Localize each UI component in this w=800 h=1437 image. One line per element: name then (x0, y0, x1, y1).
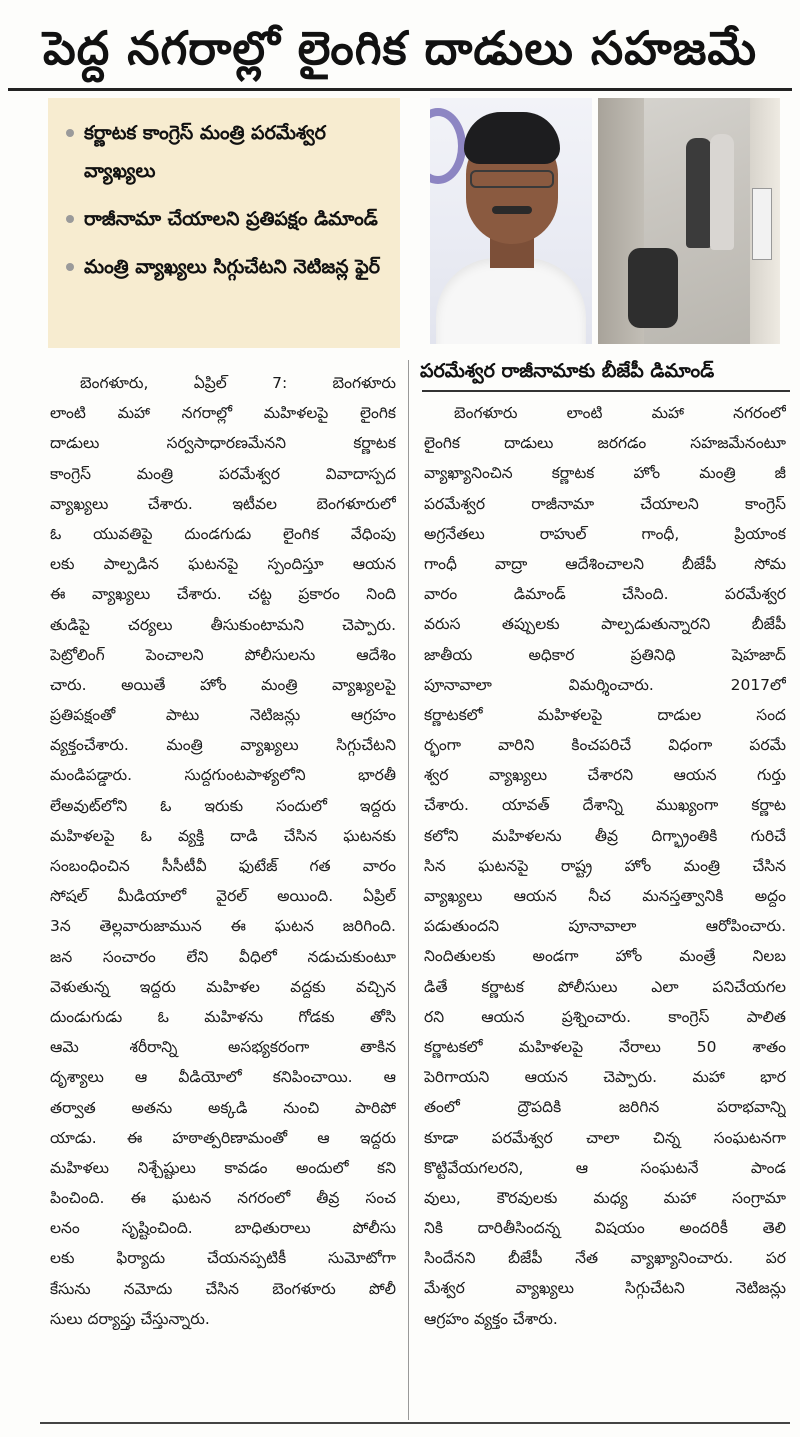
article-line: వారం డిమాండ్ చేసింది. పరమేశ్వర (424, 585, 786, 604)
article-line: ర్భంగా వారిని కించపరిచే విధంగా పరమే (424, 736, 786, 755)
article-line: పడుతుందని పూనావాలా ఆరోపించారు. (424, 917, 786, 936)
article-line: సంబంధించిన సీసీటీవీ ఫుటేజ్ గత వారం (50, 857, 396, 875)
photo-panel (430, 98, 780, 344)
article-line: వ్యాఖ్యలు చేశారు. ఇటీవల బెంగళూరులో (50, 494, 396, 513)
article-line: తర్వాత అతను అక్కడి నుంచి పారిపో (50, 1098, 396, 1117)
article-line: లకు పాల్పడిన ఘటనపై స్పందిస్తూ ఆయన (50, 555, 396, 574)
article-line: వులు, కౌరవులకు మధ్య మహా సంగ్రామా (424, 1188, 786, 1207)
article-line: శ్వర వ్యాఖ్యలు చేశారని ఆయన గుర్తు (424, 766, 786, 785)
article-line: పరమేశ్వర రాజీనామా చేయాలని కాంగ్రెస్ (424, 494, 786, 513)
article-line: బెంగళూరు లాంటి మహా నగరంలో (454, 404, 786, 422)
article-line: గాంధీ వాద్రా ఆదేశించాలని బీజేపీ సోమ (424, 554, 786, 573)
article-line: అగ్రనేతలు రాహుల్ గాంధీ, ప్రియాంక (424, 524, 786, 543)
article-line: పెరిగాయని ఆయన చెప్పారు. మహా భార (424, 1068, 786, 1087)
article-line: పెట్రోలింగ్ పెంచాలని పోలీసులను ఆదేశిం (50, 645, 396, 664)
highlight-item (62, 248, 390, 286)
article-line: బెంగళూరు, ఏప్రిల్ 7: బెంగళూరు (80, 374, 396, 392)
article-line: లేఅవుట్‌లోని ఓ ఇరుకు సందులో ఇద్దరు (50, 796, 396, 815)
article-line: వ్యాఖ్యానించిన కర్ణాటక హోం మంత్రి జీ (424, 464, 786, 483)
article-line: లాంటి మహా నగరాల్లో మహిళలపై లైంగిక (50, 404, 396, 423)
article-line: తుడిపై చర్యలు తీసుకుంటామని చెప్పారు. (50, 615, 396, 634)
article-line: మహిళలపై ఓ వ్యక్తి దాడి చేసిన ఘటనకు (50, 826, 396, 845)
article-line: నిందితులకు అండగా హోం మంత్రే నిలబ (424, 947, 786, 966)
article-line: జన సంచారం లేని వీధిలో నడుచుకుంటూ (50, 947, 396, 966)
article-line: కర్ణాటకలో మహిళలపై నేరాలు 50 శాతం (424, 1037, 786, 1056)
portrait-shirt (436, 258, 586, 344)
article-line: తంలో ద్రౌపదికి జరిగిన పరాభవాన్ని (424, 1098, 786, 1117)
article-line: దృశ్యాలు ఆ వీడియోలో కనిపించాయి. ఆ (50, 1068, 396, 1087)
article-line: చారు. అయితే హోం మంత్రి వ్యాఖ్యలపై (50, 675, 396, 694)
article-line: కూడా పరమేశ్వర చాలా చిన్న సంఘటనగా (424, 1128, 786, 1147)
minister-portrait-photo (430, 98, 592, 344)
article-column-left (50, 368, 396, 1334)
article-line: పూనావాలా విమర్శించారు. 2017లో (424, 675, 786, 694)
wall-signboard (752, 188, 772, 260)
article-line: దాడులు సర్వసాధారణమేనని కర్ణాటక (50, 434, 396, 453)
article-column-right (424, 398, 786, 1334)
bullet-icon (66, 129, 74, 137)
bottom-rule (40, 1422, 790, 1424)
article-line: వ్యాఖ్యలు ఆయన నీచ మనస్తత్వానికి అద్దం (424, 887, 786, 905)
article-line: కేసును నమోదు చేసిన బెంగళూరు పోలీ (50, 1279, 396, 1298)
article-line: డితే కర్ణాటక పోలీసులు ఎలా పనిచేయగల (424, 977, 786, 996)
article-line: మహిళలు నిశ్చేష్టులు కావడం అందులో కని (50, 1158, 396, 1177)
bullet-icon (66, 263, 74, 271)
article-line: ఆగ్రహం వ్యక్తం చేశారు. (424, 1309, 558, 1328)
article-line: వ్యక్తంచేశారు. మంత్రి వ్యాఖ్యలు సిగ్గుచేటని (50, 736, 396, 755)
article-line: ప్రతిపక్షంతో పాటు నెటిజన్లు ఆగ్రహం (50, 706, 396, 725)
article-line: ఓ యువతిపై దుండగుడు లైంగిక వేధింపు (50, 524, 396, 543)
article-line: 3న తెల్లవారుజామున ఈ ఘటన జరిగింది. (50, 917, 396, 936)
article-line: వరుస తప్పులకు పాల్పడుతున్నారని బీజేపీ (424, 615, 786, 634)
article-line: నికి దారితీసిందన్న విషయం అందరికీ తెలి (424, 1219, 786, 1238)
highlights-box (48, 98, 400, 348)
highlight-item (62, 200, 390, 238)
article-line: సోషల్ మీడియాలో వైరల్ అయింది. ఏప్రిల్ (50, 887, 396, 906)
parked-motorbike (628, 248, 678, 328)
highlight-text: కర్ణాటక కాంగ్రెస్ మంత్రి పరమేశ్వర వ్యాఖ్యలు (84, 122, 326, 182)
highlight-text: మంత్రి వ్యాఖ్యలు సిగ్గుచేటని నెటిజన్ల ఫైర్ (84, 256, 380, 278)
article-line: కర్ణాటకలో మహిళలపై దాడుల సంద (424, 705, 786, 724)
article-line: ఈ వ్యాఖ్యలు చేశారు. చట్ట ప్రకారం నింది (50, 585, 396, 604)
cctv-person (686, 138, 712, 248)
headline-rule (8, 88, 792, 91)
photo-caption: పరమేశ్వర రాజీనామాకు బీజేపీ డిమాండ్ (420, 360, 715, 382)
cctv-footage-photo (598, 98, 780, 344)
caption-rule (422, 390, 790, 392)
article-line: లనం సృష్టించింది. బాధితురాలు పోలీసు (50, 1219, 396, 1238)
article-line: చేశారు. యావత్ దేశాన్ని ముఖ్యంగా కర్ణాట (424, 796, 786, 815)
article-line: కొట్టివేయగలరని, ఆ సంఘటనే పాండ (424, 1158, 786, 1177)
column-divider (408, 360, 409, 1420)
article-line: సులు దర్యాప్తు చేస్తున్నారు. (50, 1309, 210, 1328)
article-line: మేశ్వర వ్యాఖ్యలు సిగ్గుచేటని నెటిజన్లు (424, 1279, 786, 1298)
article-line: సిన ఘటనపై రాష్ట్ర హోం మంత్రి చేసిన (424, 856, 786, 875)
portrait-mustache (492, 206, 532, 214)
article-line: దుండుగుడు ఓ మహిళను గోడకు తోసి (50, 1007, 396, 1026)
article-line: సిందేనని బీజేపీ నేత వ్యాఖ్యానించారు. పర (424, 1249, 786, 1268)
article-line: మండిపడ్డారు. సుద్దగుంటపాళ్యలోని భారతీ (50, 766, 396, 785)
highlight-item (62, 114, 390, 190)
article-line: ఆమె శరీరాన్ని అసభ్యకరంగా తాకిన (50, 1038, 396, 1057)
cctv-person (710, 134, 734, 250)
article-line: జాతీయ అధికార ప్రతినిధి షెహజాద్ (424, 645, 786, 664)
article-line: లకు ఫిర్యాదు చేయనప్పటికీ సుమోటోగా (50, 1249, 396, 1268)
article-line: యాడు. ఈ హఠాత్పరిణామంతో ఆ ఇద్దరు (50, 1128, 396, 1147)
portrait-hair (464, 112, 560, 164)
portrait-glasses (470, 170, 554, 188)
article-line: కలోని మహిళలను తీవ్ర దిగ్భ్రాంతికి గురిచే (424, 826, 786, 845)
headline: పెద్ద నగరాల్లో లైంగిక దాడులు సహజమే (43, 21, 757, 75)
backdrop-logo (430, 108, 466, 184)
article-line: రని ఆయన ప్రశ్నించారు. కాంగ్రెస్ పాలిత (424, 1007, 786, 1026)
article-line: లైంగిక దాడులు జరగడం సహజమేనంటూ (424, 434, 786, 453)
article-line: కాంగ్రెస్ మంత్రి పరమేశ్వర వివాదాస్పద (50, 464, 396, 483)
bullet-icon (66, 215, 74, 223)
article-line: పించింది. ఈ ఘటన నగరంలో తీవ్ర సంచ (50, 1189, 396, 1208)
article-line: వెళుతున్న ఇద్దరు మహిళల వద్దకు వచ్చిన (50, 977, 396, 996)
highlight-text: రాజీనామా చేయాలని ప్రతిపక్షం డిమాండ్ (84, 208, 378, 230)
